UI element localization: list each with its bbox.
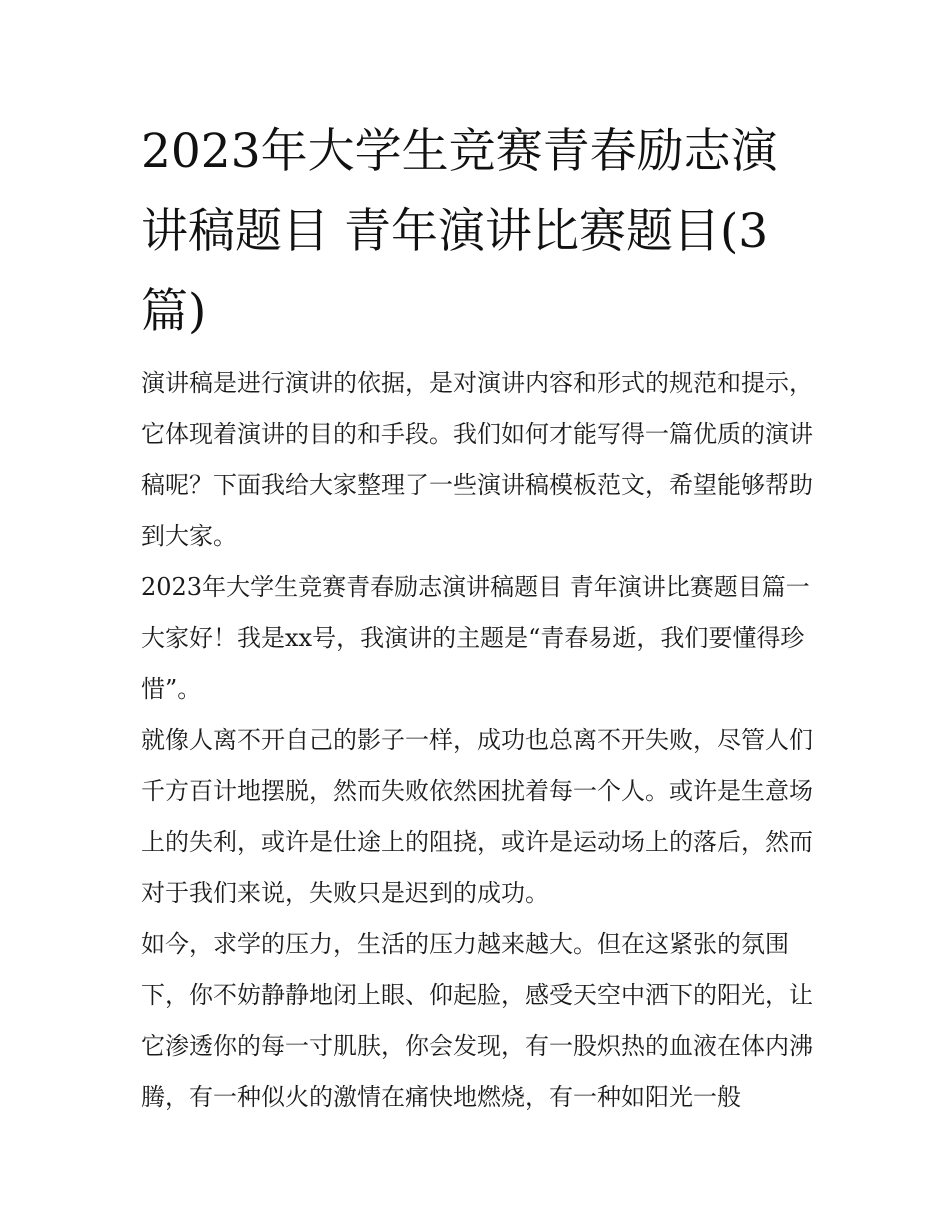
body-paragraph-pressure: 如今，求学的压力，生活的压力越来越大。但在这紧张的氛围下，你不妨静静地闭上眼、仰起脸，感受天空中洒下的阳光，让它渗透你的每一寸肌肤，你会发现，有一股炽热的血液在体内沸腾，有一种似火的激情在痛快地燃烧，有一种如阳光一般 (141, 930, 813, 1111)
body-paragraph-failure: 就像人离不开自己的影子一样，成功也总离不开失败，尽管人们千方百计地摆脱，然而失败依然困扰着每一个人。或许是生意场上的失利，或许是仕途上的阻挠，或许是运动场上的落后，然而对于我们来说，失败只是迟到的成功。 (141, 726, 813, 907)
section-heading-paragraph: 2023年大学生竞赛青春励志演讲稿题目 青年演讲比赛题目篇一 大家好！我是xx号，我演讲的主题是“青春易逝，我们要懂得珍惜”。 (141, 573, 810, 703)
document-body (141, 358, 816, 1123)
document-title: 2023年大学生竞赛青春励志演讲稿题目 青年演讲比赛题目(3篇) (141, 124, 778, 339)
intro-paragraph: 演讲稿是进行演讲的依据，是对演讲内容和形式的规范和提示，它体现着演讲的目的和手段。我们如何才能写得一篇优质的演讲稿呢？下面我给大家整理了一些演讲稿模板范文，希望能够帮助到大家。 (141, 369, 813, 550)
